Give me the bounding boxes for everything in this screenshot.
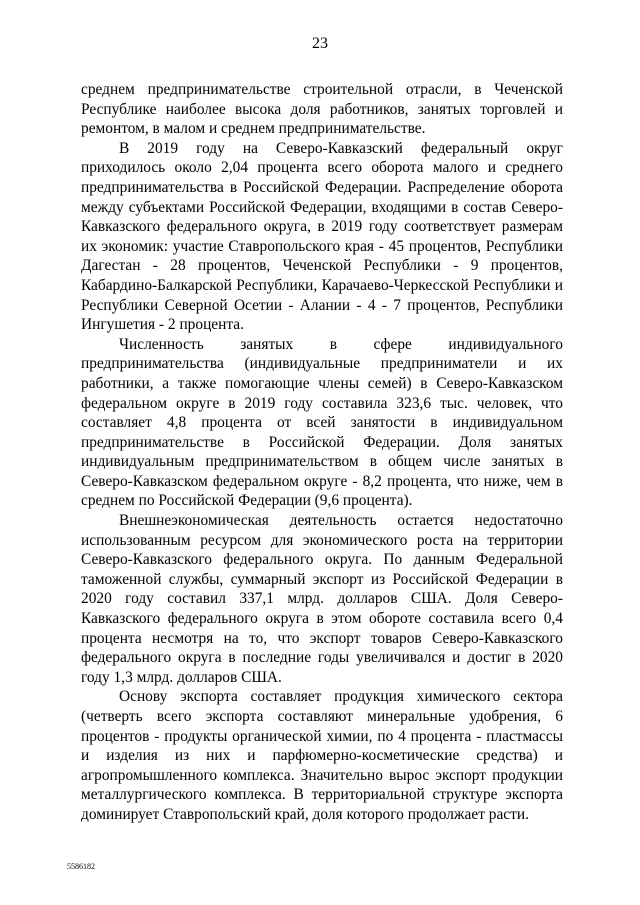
paragraph-foreign-trade: Внешнеэкономическая деятельность остается недостаточно использованным ресурсом для экономического роста на территории Северо-Кавказского федерального округа. По данным Федеральной таможенной службы, суммарный экспорт из Российской Федерации в 2020 году составил 337,1 млрд. долларов США. Доля Северо-Кавказского федерального округа в этом обороте составила всего 0,4 процента несмотря на то, что экспорт товаров Северо-Кавказского федерального округа в последние годы увеличивался и достиг в 2020 году 1,3 млрд. долларов США. — [81, 512, 563, 686]
paragraph-continuation: среднем предпринимательстве строительной отрасли, в Чеченской Республике наиболее высока доля работников, занятых торговлей и ремонтом, в малом и среднем предпринимательстве. — [81, 81, 563, 138]
body-text — [81, 80, 563, 825]
paragraph-employment: Численность занятых в сфере индивидуального предпринимательства (индивидуальные предприниматели и их работники, а также помогающие члены семей) в Северо-Кавказском федеральном округе в 2019 году составила 323,6 тыс. человек, что составляет 4,8 процента от всей занятости в индивидуальном предпринимательстве в Российской Федерации. Доля занятых индивидуальным предпринимательством в общем числе занятых в Северо-Кавказском федеральном округе - 8,2 процента, что ниже, чем в среднем по Российской Федерации (9,6 процента). — [81, 335, 563, 510]
paragraph-turnover: В 2019 году на Северо-Кавказский федеральный округ приходилось около 2,04 процента всего оборота малого и среднего предпринимательства в Российской Федерации. Распределение оборота между субъектами Российской Федерации, входящими в состав Северо-Кавказского федерального округа, в 2019 году соответствует размерам их экономик: участие Ставропольского края - 45 процентов, Республики Дагестан - 28 процентов, Чеченской Республики - 9 процентов, Кабардино-Балкарской Республики, Карачаево-Черкесской Республики и Республики Северной Осетии - Алании - 4 - 7 процентов, Республики Ингушетия - 2 процента. — [81, 139, 563, 334]
document-code: 5586182 — [67, 862, 95, 871]
paragraph-export-structure: Основу экспорта составляет продукция химического сектора (четверть всего экспорта составляют минеральные удобрения, 6 процентов - продукты органической химии, по 4 процента - пластмассы и изделия из них и парфюмерно-косметические средства) и агропромышленного комплекса. Значительно вырос экспорт продукции металлургического комплекса. В территориальной структуре экспорта доминирует Ставропольский край, доля которого продолжает расти. — [81, 688, 563, 823]
page-number: 23 — [312, 35, 328, 52]
